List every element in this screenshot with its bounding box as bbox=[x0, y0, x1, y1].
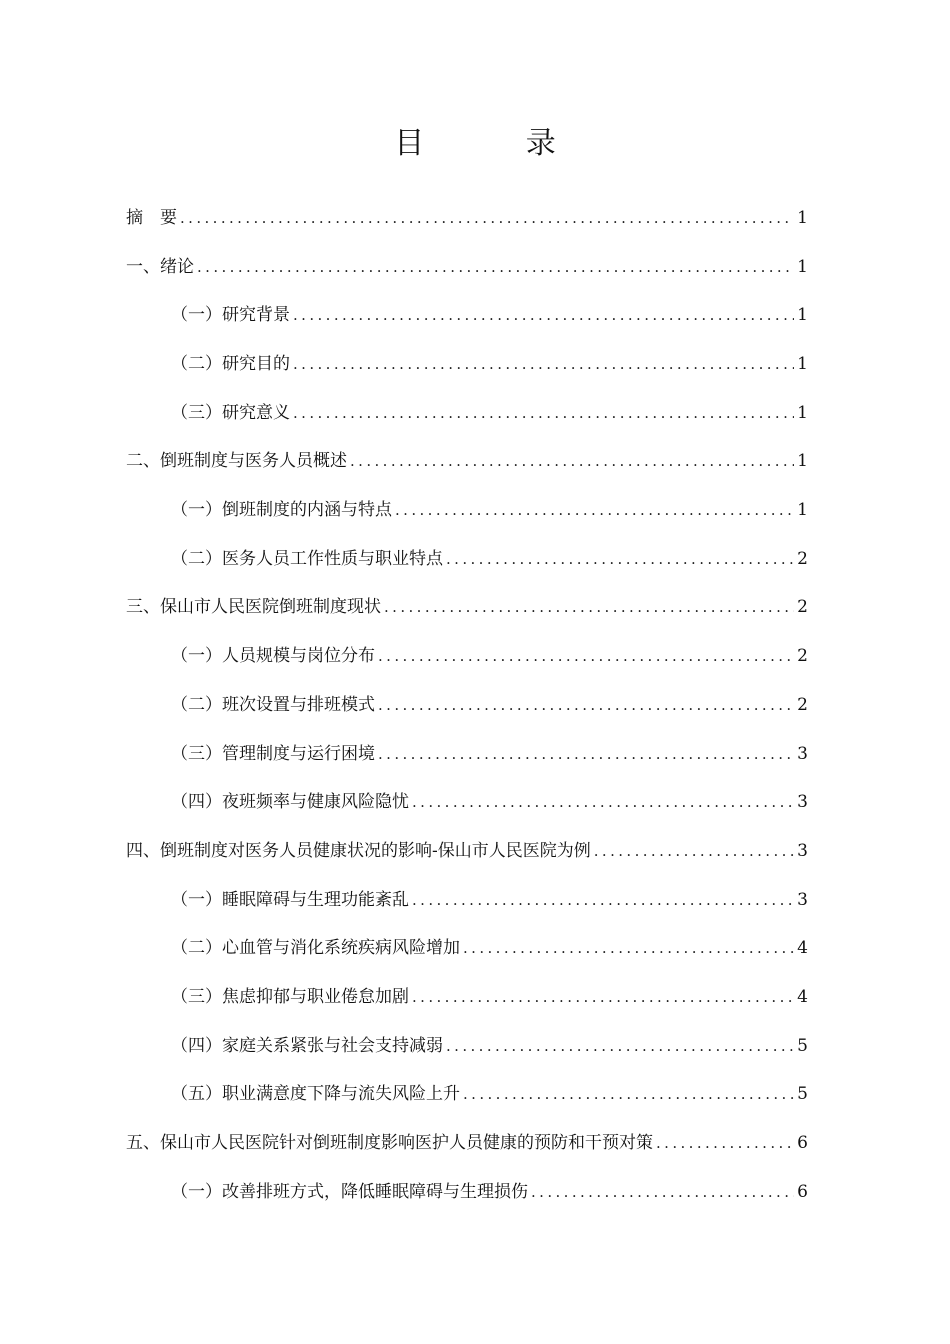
toc-dot-leader bbox=[197, 243, 794, 292]
toc-entry bbox=[126, 291, 808, 340]
toc-entry-page-number: 5 bbox=[797, 1084, 808, 1105]
toc-entry bbox=[126, 973, 808, 1022]
toc-entry-page-number: 2 bbox=[797, 597, 808, 618]
toc-entry-label: （五）职业满意度下降与流失风险上升 bbox=[171, 1084, 460, 1105]
toc-entry-page-number: 1 bbox=[797, 402, 808, 423]
toc-entry-page-number: 3 bbox=[797, 743, 808, 764]
toc-entry-label: （一）睡眠障碍与生理功能紊乱 bbox=[171, 889, 409, 910]
toc-entry-label: 四、倒班制度对医务人员健康状况的影响-保山市人民医院为例 bbox=[126, 840, 591, 861]
toc-entry-label: （一）人员规模与岗位分布 bbox=[171, 646, 375, 667]
toc-entry-label: 二、倒班制度与医务人员概述 bbox=[126, 451, 347, 472]
toc-entry bbox=[126, 632, 808, 681]
toc-dot-leader bbox=[384, 584, 794, 633]
toc-entry bbox=[126, 243, 808, 292]
toc-entry-label: （四）家庭关系紧张与社会支持减弱 bbox=[171, 1035, 443, 1056]
toc-entry-label: （三）研究意义 bbox=[171, 402, 290, 423]
toc-entry-page-number: 4 bbox=[797, 938, 808, 959]
toc-dot-leader bbox=[531, 1168, 794, 1217]
toc-entry bbox=[126, 681, 808, 730]
toc-dot-leader bbox=[180, 194, 794, 243]
toc-entry-page-number: 1 bbox=[797, 305, 808, 326]
toc-title: 目 录 bbox=[394, 126, 602, 161]
toc-entry bbox=[126, 486, 808, 535]
toc-dot-leader bbox=[412, 973, 794, 1022]
toc-entry-page-number: 3 bbox=[797, 889, 808, 910]
toc-dot-leader bbox=[293, 389, 794, 438]
toc-entry-page-number: 6 bbox=[797, 1133, 808, 1154]
toc-dot-leader bbox=[446, 535, 794, 584]
toc-entry bbox=[126, 827, 808, 876]
toc-dot-leader bbox=[594, 827, 794, 876]
toc-entry bbox=[126, 730, 808, 779]
toc-entry-label: （一）倒班制度的内涵与特点 bbox=[171, 500, 392, 521]
toc-entry-label: （二）班次设置与排班模式 bbox=[171, 694, 375, 715]
toc-entry-page-number: 6 bbox=[797, 1181, 808, 1202]
toc-dot-leader bbox=[412, 778, 794, 827]
toc-entry bbox=[126, 437, 808, 486]
toc-dot-leader bbox=[350, 437, 794, 486]
toc-entry bbox=[126, 1168, 808, 1217]
toc-entry bbox=[126, 1070, 808, 1119]
toc-dot-leader bbox=[293, 291, 794, 340]
toc-entry bbox=[126, 1022, 808, 1071]
toc-entry bbox=[126, 584, 808, 633]
toc-entry-label: 一、绪论 bbox=[126, 256, 194, 277]
toc-entry-page-number: 2 bbox=[797, 694, 808, 715]
toc-entry-label: 摘 要 bbox=[126, 207, 177, 228]
toc-entry bbox=[126, 389, 808, 438]
toc-entry-label: （一）研究背景 bbox=[171, 305, 290, 326]
toc-dot-leader bbox=[378, 730, 794, 779]
toc-entry-page-number: 2 bbox=[797, 548, 808, 569]
toc-entry bbox=[126, 194, 808, 243]
toc-entry bbox=[126, 924, 808, 973]
toc-entry-page-number: 1 bbox=[797, 451, 808, 472]
toc-dot-leader bbox=[446, 1022, 794, 1071]
toc-entry bbox=[126, 535, 808, 584]
toc-entry-label: 五、保山市人民医院针对倒班制度影响医护人员健康的预防和干预对策 bbox=[126, 1133, 653, 1154]
toc-dot-leader bbox=[656, 1119, 794, 1168]
toc-entry-page-number: 4 bbox=[797, 986, 808, 1007]
toc-entry-page-number: 3 bbox=[797, 792, 808, 813]
toc-entry-label: （三）焦虑抑郁与职业倦怠加剧 bbox=[171, 986, 409, 1007]
toc-entry bbox=[126, 340, 808, 389]
toc-entry-label: 三、保山市人民医院倒班制度现状 bbox=[126, 597, 381, 618]
toc-entry-page-number: 3 bbox=[797, 840, 808, 861]
toc-entry-label: （三）管理制度与运行困境 bbox=[171, 743, 375, 764]
toc-entry-page-number: 5 bbox=[797, 1035, 808, 1056]
toc-entry-page-number: 1 bbox=[797, 500, 808, 521]
toc-dot-leader bbox=[463, 1070, 794, 1119]
toc-entry-label: （二）医务人员工作性质与职业特点 bbox=[171, 548, 443, 569]
toc-entry-page-number: 1 bbox=[797, 256, 808, 277]
table-of-contents bbox=[126, 194, 808, 1216]
toc-entry bbox=[126, 778, 808, 827]
toc-dot-leader bbox=[378, 681, 794, 730]
toc-entry-page-number: 1 bbox=[797, 354, 808, 375]
toc-entry bbox=[126, 1119, 808, 1168]
toc-entry-label: （一）改善排班方式，降低睡眠障碍与生理损伤 bbox=[171, 1181, 528, 1202]
toc-entry-label: （二）心血管与消化系统疾病风险增加 bbox=[171, 938, 460, 959]
toc-entry-page-number: 2 bbox=[797, 646, 808, 667]
toc-dot-leader bbox=[412, 876, 794, 925]
toc-entry-label: （二）研究目的 bbox=[171, 354, 290, 375]
toc-entry bbox=[126, 876, 808, 925]
toc-dot-leader bbox=[463, 924, 794, 973]
toc-dot-leader bbox=[395, 486, 794, 535]
toc-dot-leader bbox=[378, 632, 794, 681]
toc-entry-label: （四）夜班频率与健康风险隐忧 bbox=[171, 792, 409, 813]
toc-entry-page-number: 1 bbox=[797, 207, 808, 228]
toc-dot-leader bbox=[293, 340, 794, 389]
